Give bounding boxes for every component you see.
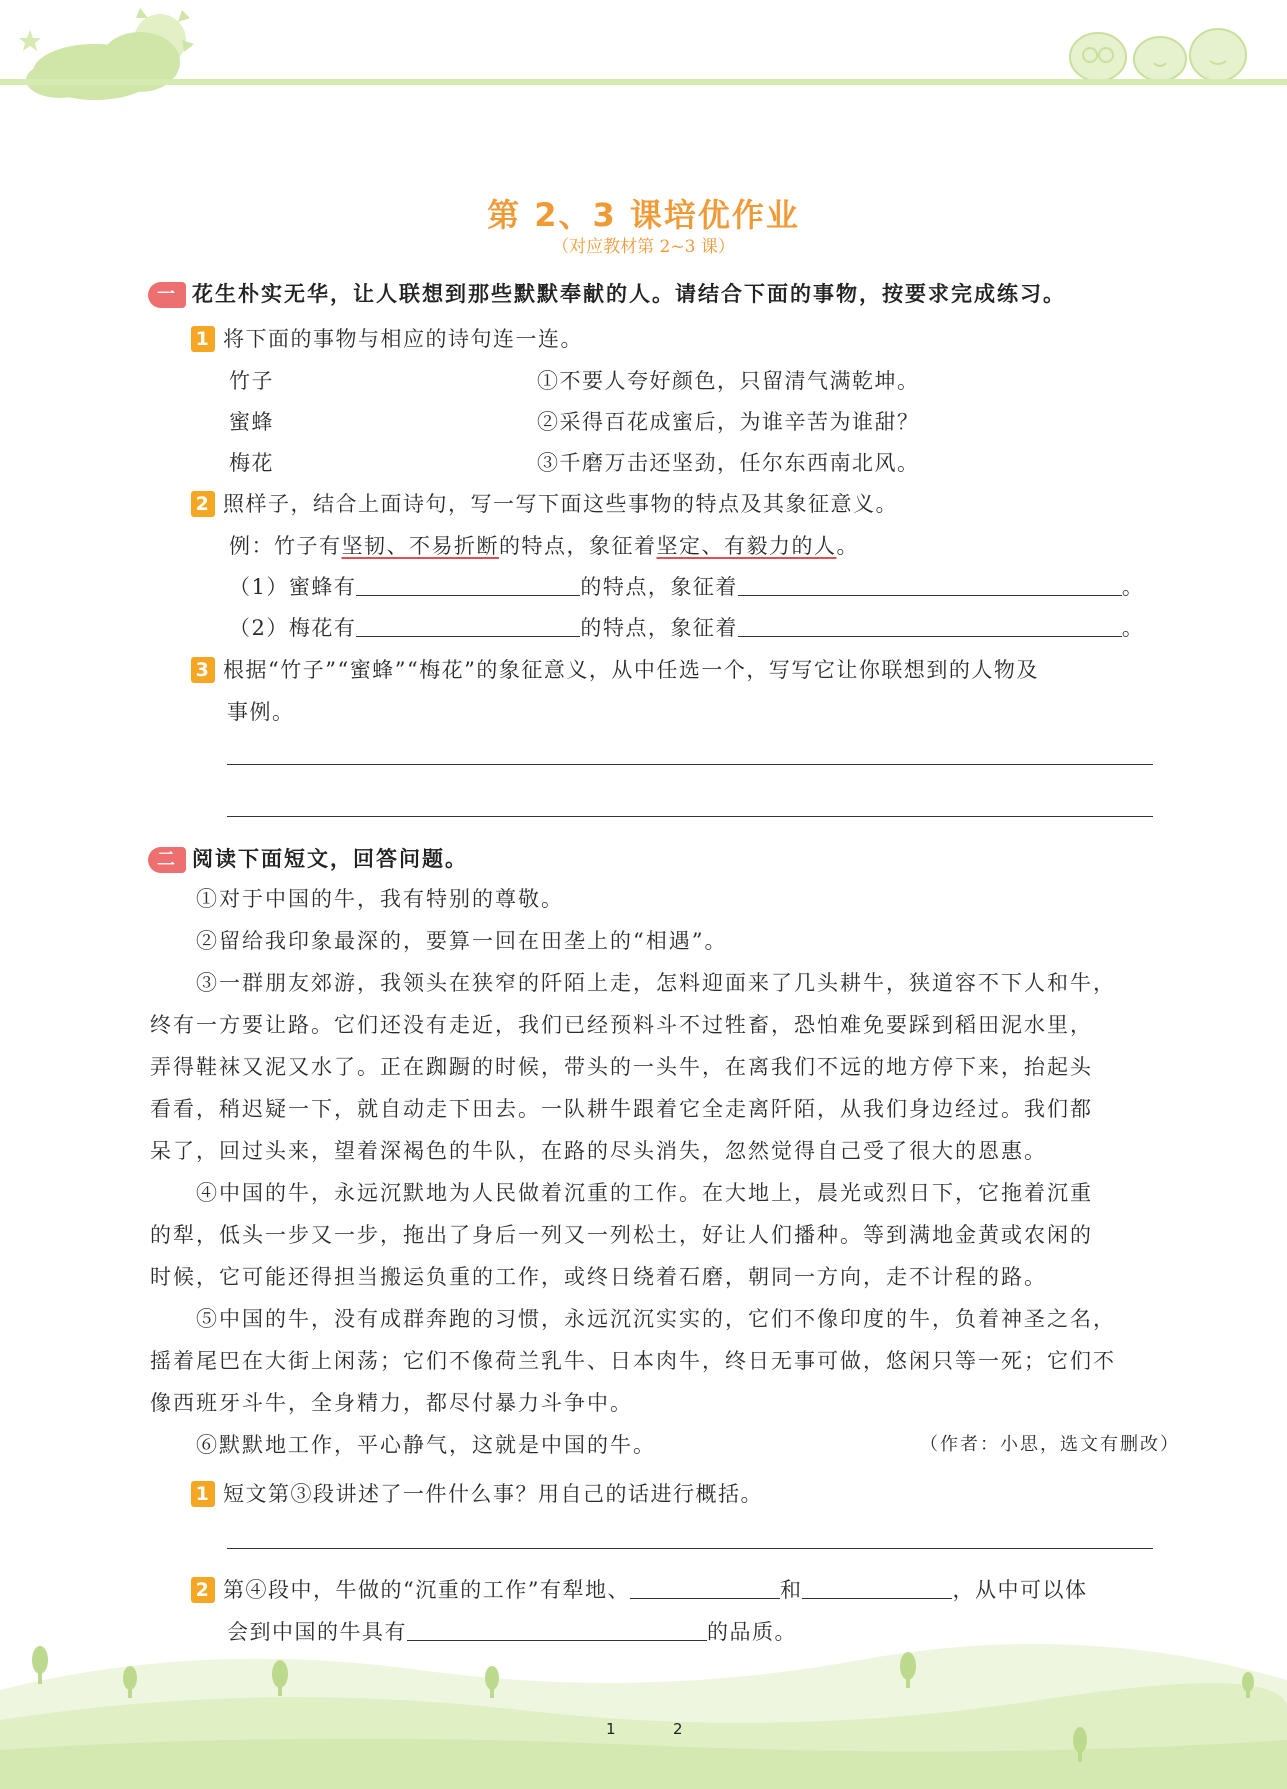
match-right-item[interactable]: ③千磨万击还坚劲，任尔东西南北风。 <box>537 451 920 475</box>
footer-hills-illustration <box>0 1630 1287 1789</box>
example-text: 的特点，象征着 <box>499 534 657 558</box>
passage-line: 的犁，低头一步又一步，拖出了身后一列又一列松土，好让人们播种。等到满地金黄或农闲的 <box>150 1223 1093 1247</box>
passage-line: 终有一方要让路。它们还没有走近，我们已经预料斗不过牲畜，恐怕难免要踩到稻田泥水里， <box>150 1013 1093 1037</box>
passage-line: ②留给我印象最深的，要算一回在田垄上的“相遇”。 <box>196 929 728 953</box>
match-left-item[interactable]: 竹子 <box>229 369 274 393</box>
section-2-heading-text: 阅读下面短文，回答问题。 <box>192 847 468 871</box>
fill-label: （2）梅花有 <box>229 616 357 640</box>
example-text: 。 <box>836 534 859 558</box>
source-note: （作者：小思，选文有删改） <box>920 1434 1180 1455</box>
answer-blank[interactable] <box>802 1576 952 1599</box>
match-right-item[interactable]: ②采得百花成蜜后，为谁辛苦为谁甜？ <box>537 410 920 434</box>
passage-line: ⑥默默地工作，平心静气，这就是中国的牛。 <box>196 1433 656 1457</box>
page-subtitle: （对应教材第 2~3 课） <box>552 237 735 257</box>
fill-label: 。 <box>1121 575 1145 599</box>
passage-line: 呆了，回过头来，望着深褐色的牛队，在路的尽头消失，忽然觉得自己受了很大的恩惠。 <box>150 1139 1047 1163</box>
answer-blank[interactable] <box>738 573 1122 596</box>
question-prompt: 根据“竹子”“蜜蜂”“梅花”的象征意义，从中任选一个，写写它让你联想到的人物及 <box>223 658 1039 682</box>
question-1-2 <box>191 488 898 518</box>
match-left-item[interactable]: 蜜蜂 <box>229 410 274 434</box>
answer-blank[interactable] <box>356 614 580 637</box>
question-prompt: 照样子，结合上面诗句，写一写下面这些事物的特点及其象征意义。 <box>223 492 898 516</box>
example-line <box>229 530 859 560</box>
question-2-1 <box>191 1478 763 1508</box>
question-number-badge: 1 <box>191 1481 215 1507</box>
question-prompt: 的品质。 <box>707 1620 797 1644</box>
page-number-left: 1 <box>606 1720 616 1738</box>
passage-line: 时候，它可能还得担当搬运负重的工作，或终日绕着石磨，朝同一方向，走不计程的路。 <box>150 1265 1047 1289</box>
question-prompt: ，从中可以体 <box>952 1578 1088 1602</box>
passage-line: ⑤中国的牛，没有成群奔跑的习惯，永远沉沉实实的，它们不像印度的牛，负着神圣之名， <box>196 1307 1116 1331</box>
question-2-2 <box>191 1574 1087 1604</box>
passage-line: 看看，稍迟疑一下，就自动走下田去。一队耕牛跟着它全走离阡陌，从我们身边经过。我们都 <box>150 1097 1093 1121</box>
passage-line: 摇着尾巴在大街上闲荡；它们不像荷兰乳牛、日本肉牛，终日无事可做，悠闲只等一死；它们不 <box>150 1349 1116 1373</box>
passage-line: 像西班牙斗牛，全身精力，都尽付暴力斗争中。 <box>150 1391 633 1415</box>
page-title: 第 2、3 课培优作业 <box>487 196 800 234</box>
answer-blank[interactable] <box>356 573 580 596</box>
section-2-heading <box>148 843 468 873</box>
example-answer: 坚定、有毅力的人 <box>656 534 837 558</box>
answer-blank[interactable] <box>738 614 1122 637</box>
passage-line: ③一群朋友郊游，我领头在狭窄的阡陌上走，怎料迎面来了几头耕牛，狭道容不下人和牛， <box>196 971 1116 995</box>
example-answer: 坚韧、不易折断 <box>341 534 499 558</box>
fill-label: 的特点，象征着 <box>580 616 738 640</box>
section-2-badge: 二 <box>148 847 186 873</box>
fill-line-2 <box>229 612 1144 642</box>
fill-label: 。 <box>1121 616 1145 640</box>
question-prompt: 会到中国的牛具有 <box>227 1620 407 1644</box>
question-1-1 <box>191 323 583 353</box>
fill-line-1 <box>229 571 1144 601</box>
question-number-badge: 2 <box>191 491 215 517</box>
question-number-badge: 1 <box>191 326 215 352</box>
passage-line: ④中国的牛，永远沉默地为人民做着沉重的工作。在大地上，晨光或烈日下，它拖着沉重 <box>196 1181 1093 1205</box>
answer-line[interactable] <box>227 1548 1153 1549</box>
fill-label: （1）蜜蜂有 <box>229 575 357 599</box>
passage-last-line <box>150 1424 1180 1466</box>
page-number-right: 2 <box>673 1720 683 1738</box>
header-rule <box>0 79 1287 85</box>
question-number-badge: 3 <box>191 657 215 683</box>
question-prompt: 第④段中，牛做的“沉重的工作”有犁地、 <box>223 1578 630 1602</box>
answer-line[interactable] <box>227 764 1153 765</box>
question-number-badge: 2 <box>191 1577 215 1603</box>
section-1-heading <box>148 278 1066 308</box>
passage-paragraph-1 <box>150 878 1180 1466</box>
question-prompt: 将下面的事物与相应的诗句连一连。 <box>223 327 583 351</box>
answer-line[interactable] <box>227 816 1153 817</box>
question-1-3 <box>191 654 1039 684</box>
section-1-heading-text: 花生朴实无华，让人联想到那些默默奉献的人。请结合下面的事物，按要求完成练习。 <box>192 282 1066 306</box>
question-prompt-continued: 事例。 <box>227 700 295 724</box>
passage-line: 弄得鞋袜又泥又水了。正在踟蹰的时候，带头的一头牛，在离我们不远的地方停下来，抬起头 <box>150 1055 1093 1079</box>
passage-line: ①对于中国的牛，我有特别的尊敬。 <box>196 887 564 911</box>
match-right-item[interactable]: ①不要人夸好颜色，只留清气满乾坤。 <box>537 369 920 393</box>
section-1-badge: 一 <box>148 282 186 308</box>
header-cloud-sun-illustration <box>0 0 220 110</box>
match-left-item[interactable]: 梅花 <box>229 451 274 475</box>
example-text: 例：竹子有 <box>229 534 342 558</box>
header-animals-illustration <box>1060 15 1260 85</box>
question-prompt: 和 <box>779 1578 803 1602</box>
question-prompt: 短文第③段讲述了一件什么事？用自己的话进行概括。 <box>223 1482 763 1506</box>
answer-blank[interactable] <box>630 1576 780 1599</box>
fill-label: 的特点，象征着 <box>580 575 738 599</box>
